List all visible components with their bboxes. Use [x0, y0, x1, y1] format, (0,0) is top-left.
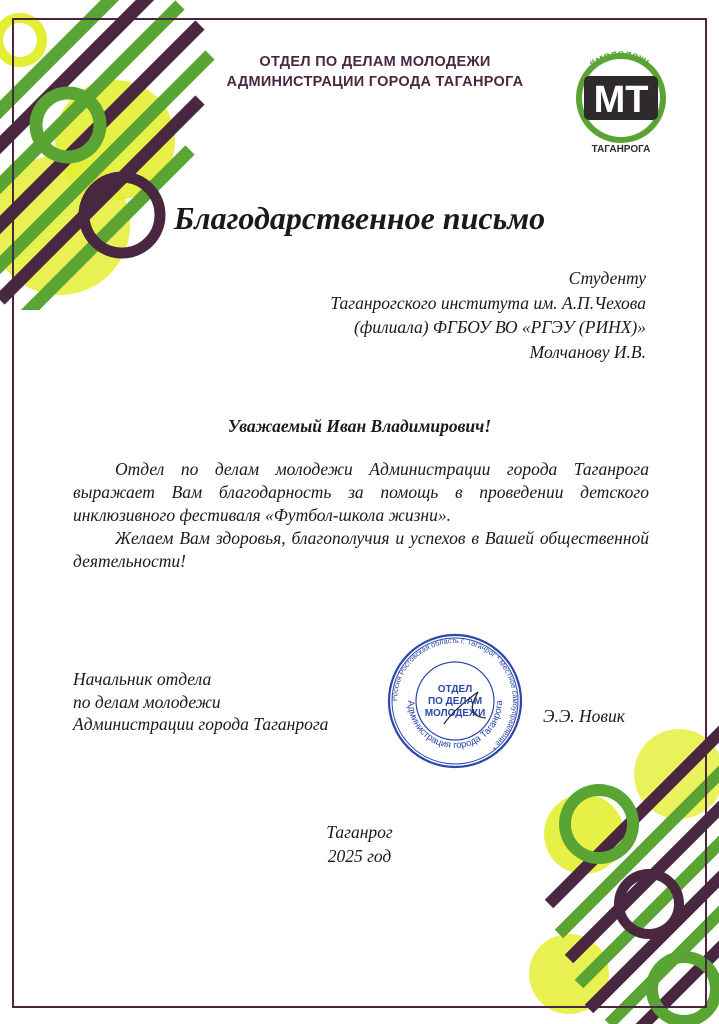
footer-city: Таганрог	[326, 822, 393, 842]
official-stamp	[386, 632, 524, 770]
recipient-line: (филиала) ФГБОУ ВО «РГЭУ (РИНХ)»	[354, 317, 646, 337]
logo-top-text: #молодежь	[587, 47, 655, 71]
logo-letters: МТ	[593, 79, 649, 121]
header-line-1: ОТДЕЛ ПО ДЕЛАМ МОЛОДЕЖИ	[259, 54, 491, 70]
signatory-position	[73, 668, 328, 736]
greeting: Уважаемый Иван Владимирович!	[227, 416, 492, 436]
letter-title: Благодарственное письмо	[173, 200, 546, 236]
signatory-name: Э.Э. Новик	[543, 706, 625, 726]
place-and-date	[0, 820, 719, 868]
stamp-outer-text: Россия Ростовская область г. Таганрог * Местное самоуправление *	[389, 635, 521, 752]
recipient-line: Студенту	[568, 268, 646, 288]
stamp-center-line: МОЛОДЕЖИ	[424, 708, 486, 719]
stamp-center-line: ОТДЕЛ	[437, 684, 473, 695]
body-paragraph: Желаем Вам здоровья, благополучия и успехов в Вашей общественной деятельности!	[73, 528, 649, 571]
recipient-line: Таганрогского института им. А.П.Чехова	[330, 292, 646, 313]
youth-logo	[566, 36, 676, 156]
recipient-line: Молчанову И.В.	[529, 341, 646, 362]
body-paragraph: Отдел по делам молодежи Администрации города Таганрога выражает Вам благодарность за помощь в проведении детского инклюзивного фестиваля «Футбол-школа жизни».	[73, 459, 649, 525]
letter-body	[73, 458, 649, 573]
header-line-2: АДМИНИСТРАЦИИ ГОРОДА ТАГАНРОГА	[226, 74, 524, 90]
svg-text:#молодежь	[587, 48, 655, 70]
organization-header	[180, 52, 570, 92]
position-line: Администрации города Таганрога	[73, 714, 329, 734]
recipient-block	[330, 266, 646, 364]
logo-bottom-text: ТАГАНРОГА	[591, 144, 651, 155]
stamp-center-line: ПО ДЕЛАМ	[427, 696, 483, 707]
position-line: Начальник отдела	[73, 669, 212, 689]
stamp-inner-text: Администрация города Таганрога	[404, 699, 506, 752]
footer-year: 2025 год	[327, 846, 392, 866]
position-line: по делам молодежи	[73, 691, 221, 712]
